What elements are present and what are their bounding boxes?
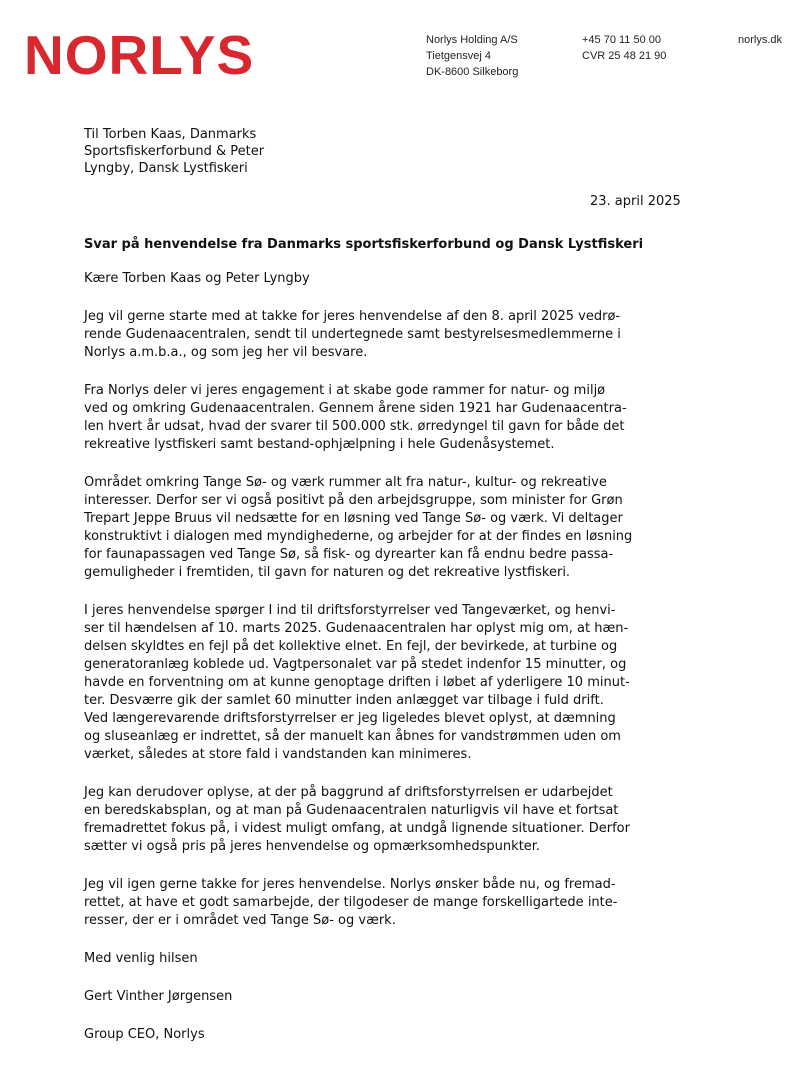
company-cvr: CVR 25 48 21 90 xyxy=(582,50,667,62)
paragraph-line: ved og omkring Gudenaacentralen. Gennem årene siden 1921 har Gudenaacentra- xyxy=(84,401,627,416)
company-phone: +45 70 11 50 00 xyxy=(582,34,662,46)
signer-title: Group CEO, Norlys xyxy=(84,1027,205,1042)
paragraph-line: Fra Norlys deler vi jeres engagement i at skabe gode rammer for natur- og miljø xyxy=(84,383,606,398)
company-name: Norlys Holding A/S xyxy=(426,34,518,46)
paragraph-line: rettet, at have et godt samarbejde, der tilgodeser de mange forskelligartede inte- xyxy=(84,895,618,910)
company-street: Tietgensvej 4 xyxy=(426,50,492,62)
paragraph-line: Trepart Jeppe Bruus vil nedsætte for en løsning ved Tange Sø- og værk. Vi deltager xyxy=(84,511,623,526)
letter-date: 23. april 2025 xyxy=(590,194,681,209)
paragraph-line: sætter vi også pris på jeres henvendelse og opmærksomhedspunkter. xyxy=(84,839,541,854)
salutation: Kære Torben Kaas og Peter Lyngby xyxy=(84,271,310,286)
recipient-block xyxy=(84,126,264,177)
company-website xyxy=(738,32,782,48)
paragraph-line: rekreative lystfiskeri samt bestand-ophjælpning i hele Gudenåsystemet. xyxy=(84,437,555,452)
recipient-line: Til Torben Kaas, Danmarks xyxy=(84,127,257,142)
paragraph-line: værket, således at store fald i vandstanden kan minimeres. xyxy=(84,747,472,762)
closing: Med venlig hilsen xyxy=(84,951,198,966)
paragraph-line: I jeres henvendelse spørger I ind til driftsforstyrrelser ved Tangeværket, og henvi- xyxy=(84,603,616,618)
paragraph-line: Norlys a.m.b.a., og som jeg her vil besvare. xyxy=(84,345,368,360)
paragraph-line: havde en forventning om at kunne genoptage driften i løbet af yderligere 10 minut- xyxy=(84,675,630,690)
paragraph-line: konstruktivt i dialogen med myndighederne, og arbejder for at der findes en løsning xyxy=(84,529,633,544)
paragraph-line: ter. Desværre gik der samlet 60 minutter inden anlægget var tilbage i fuld drift. xyxy=(84,693,604,708)
paragraph-line: interesser. Derfor ser vi også positivt på den arbejdsgruppe, som minister for Grøn xyxy=(84,493,623,508)
signer-name: Gert Vinther Jørgensen xyxy=(84,989,233,1004)
paragraph xyxy=(84,308,688,362)
paragraph-line: en beredskabsplan, og at man på Gudenaacentralen naturligvis vil have et fortsat xyxy=(84,803,619,818)
paragraph-line: fremadrettet fokus på, i videst muligt omfang, at undgå lignende situationer. Derfor xyxy=(84,821,630,836)
paragraph-line: len hvert år udsat, hvad der svarer til 500.000 stk. ørredyngel til gavn for både det xyxy=(84,419,625,434)
paragraph xyxy=(84,784,688,856)
company-contact xyxy=(582,32,666,64)
recipient-line: Sportsfiskerforbund & Peter xyxy=(84,144,265,159)
paragraph xyxy=(84,602,688,764)
company-city: DK-8600 Silkeborg xyxy=(426,66,519,78)
paragraph-line: resser, der er i området ved Tange Sø- og værk. xyxy=(84,913,396,928)
norlys-logo: NORLYS xyxy=(24,24,255,86)
paragraph-line: ser til hændelsen af 10. marts 2025. Gudenaacentralen har oplyst mig om, at hæn- xyxy=(84,621,629,636)
website-text: norlys.dk xyxy=(738,34,783,46)
letter-body xyxy=(84,236,688,1064)
paragraph-line: rende Gudenaacentralen, sendt til undertegnede samt bestyrelsesmedlemmerne i xyxy=(84,327,621,342)
paragraph-line: Ved længerevarende driftsforstyrrelser er jeg ligeledes blevet oplyst, at dæmning xyxy=(84,711,616,726)
paragraph-line: generatoranlæg koblede ud. Vagtpersonalet var på stedet indenfor 15 minutter, og xyxy=(84,657,627,672)
paragraph-line: gemuligheder i fremtiden, til gavn for naturen og det rekreative lystfiskeri. xyxy=(84,565,571,580)
paragraph xyxy=(84,876,688,930)
paragraph-line: Jeg vil gerne starte med at takke for jeres henvendelse af den 8. april 2025 vedrø- xyxy=(84,309,621,324)
paragraph-line: for faunapassagen ved Tange Sø, så fisk- og dyrearter kan få endnu bedre passa- xyxy=(84,547,614,562)
recipient-line: Lyngby, Dansk Lystfiskeri xyxy=(84,161,248,176)
paragraph xyxy=(84,382,688,454)
paragraph-line: Området omkring Tange Sø- og værk rummer alt fra natur-, kultur- og rekreative xyxy=(84,475,607,490)
paragraph-line: Jeg kan derudover oplyse, at der på baggrund af driftsforstyrrelsen er udarbejdet xyxy=(84,785,613,800)
letter-subject: Svar på henvendelse fra Danmarks sportsfiskerforbund og Dansk Lystfiskeri xyxy=(84,237,644,252)
company-address xyxy=(426,32,518,80)
paragraph-line: og sluseanlæg er indrettet, så der manuelt kan åbnes for vandstrømmen uden om xyxy=(84,729,621,744)
paragraph-line: delsen skyldtes en fejl på det kollektive elnet. En fejl, der bevirkede, at turbine og xyxy=(84,639,618,654)
paragraph xyxy=(84,474,688,582)
paragraph-line: Jeg vil igen gerne takke for jeres henvendelse. Norlys ønsker både nu, og fremad- xyxy=(84,877,616,892)
